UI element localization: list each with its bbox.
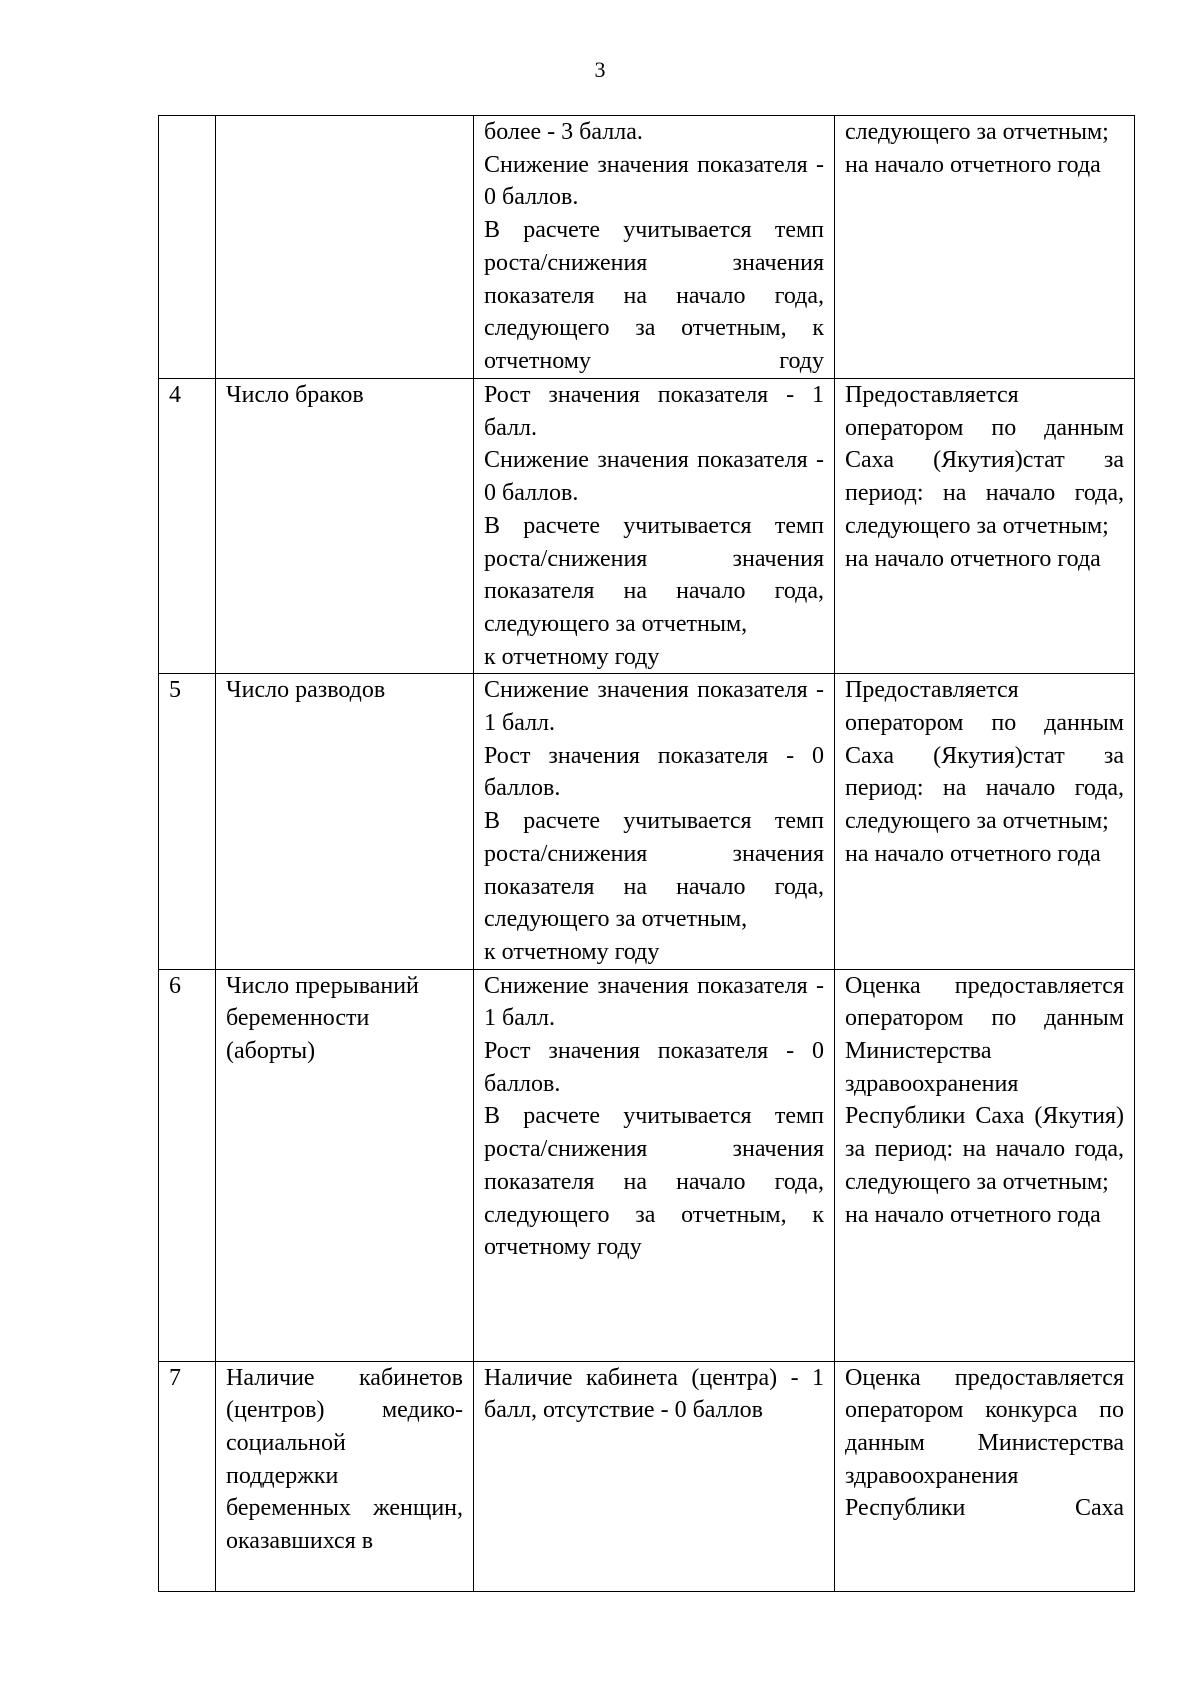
row-number-cell: 4 <box>159 379 216 674</box>
indicator-name-cell <box>216 969 474 1361</box>
evaluation-paragraph: к отчетному году <box>484 643 660 670</box>
source-cell <box>835 674 1135 969</box>
evaluation-paragraph: более - 3 балла. <box>484 119 643 145</box>
indicator-name: Наличие кабинетов (центров) медико-социальной поддержки беременных женщин, оказавшихся в <box>226 1364 463 1555</box>
indicator-name: Число браков <box>226 382 364 408</box>
row-number-cell <box>159 116 216 379</box>
evaluation-cell <box>474 116 835 379</box>
source-cell <box>835 379 1135 674</box>
source-paragraph: Оценка предоставляется оператором конкурса по данным Министерства здравоохранения Республики Саха <box>845 1364 1124 1522</box>
evaluation-paragraph: В расчете учитывается темп роста/снижения значения показателя на начало года, <box>484 512 824 605</box>
row-number-cell: 5 <box>159 674 216 969</box>
criteria-table <box>158 115 1135 1592</box>
indicator-name-cell <box>216 1361 474 1591</box>
evaluation-paragraph: В расчете учитывается темп роста/снижения значения показателя на начало года, следующего за отчетным, к отчетному году <box>484 217 824 374</box>
indicator-name: Число разводов <box>226 677 386 704</box>
table-row <box>159 116 1135 379</box>
source-paragraph: на начало отчетного года <box>845 1201 1101 1228</box>
source-paragraph: на начало отчетного года <box>845 545 1101 572</box>
source-paragraph: Оценка предоставляется оператором по данным Министерства здравоохранения Республики Саха (Якутия) за период: на начало года, следующего за отчетным; <box>845 972 1124 1195</box>
evaluation-paragraph: следующего за отчетным, <box>484 610 748 637</box>
evaluation-paragraph: к отчетному году <box>484 938 660 965</box>
indicator-name: Число прерываний беременности (аборты) <box>226 972 419 1065</box>
evaluation-paragraph: В расчете учитывается темп роста/снижения значения показателя на начало года, <box>484 808 824 900</box>
source-cell <box>835 969 1135 1361</box>
page-number: 3 <box>594 57 606 82</box>
source-cell <box>835 1361 1135 1591</box>
evaluation-paragraph: Снижение значения показателя - 1 балл. <box>484 677 824 737</box>
table-row <box>159 1361 1135 1591</box>
evaluation-cell <box>474 674 835 969</box>
source-paragraph: на начало отчетного года <box>845 840 1101 867</box>
source-paragraph: Предоставляется оператором по данным Саха (Якутия)стат за период: на начало года, следующего за отчетным; <box>845 677 1124 835</box>
evaluation-paragraph: Наличие кабинета (центра) - 1 балл, отсутствие - 0 баллов <box>484 1364 824 1424</box>
evaluation-cell <box>474 1361 835 1591</box>
source-paragraph: на начало отчетного года <box>845 151 1101 178</box>
table-row <box>159 674 1135 969</box>
indicator-name-cell <box>216 116 474 379</box>
table-row <box>159 379 1135 674</box>
row-number-cell: 6 <box>159 969 216 1361</box>
evaluation-paragraph: Снижение значения показателя - 1 балл. <box>484 972 824 1032</box>
evaluation-paragraph: Рост значения показателя - 1 балл. <box>484 382 824 441</box>
source-cell <box>835 116 1135 379</box>
indicator-name-cell <box>216 379 474 674</box>
evaluation-cell <box>474 379 835 674</box>
row-number-cell: 7 <box>159 1361 216 1591</box>
source-paragraph: следующего за отчетным; <box>845 119 1109 145</box>
evaluation-paragraph: Рост значения показателя - 0 баллов. <box>484 1038 824 1097</box>
source-paragraph: Предоставляется оператором по данным Саха (Якутия)стат за период: на начало года, следующего за отчетным; <box>845 382 1124 539</box>
indicator-name-cell <box>216 674 474 969</box>
evaluation-cell <box>474 969 835 1361</box>
evaluation-paragraph: Снижение значения показателя - 0 баллов. <box>484 151 824 211</box>
evaluation-paragraph: Снижение значения показателя - 0 баллов. <box>484 447 824 507</box>
table-row <box>159 969 1135 1361</box>
evaluation-paragraph: следующего за отчетным, <box>484 906 748 933</box>
evaluation-paragraph: В расчете учитывается темп роста/снижения значения показателя на начало года, следующего за отчетным, к отчетному году <box>484 1103 824 1261</box>
evaluation-paragraph: Рост значения показателя - 0 баллов. <box>484 742 824 802</box>
